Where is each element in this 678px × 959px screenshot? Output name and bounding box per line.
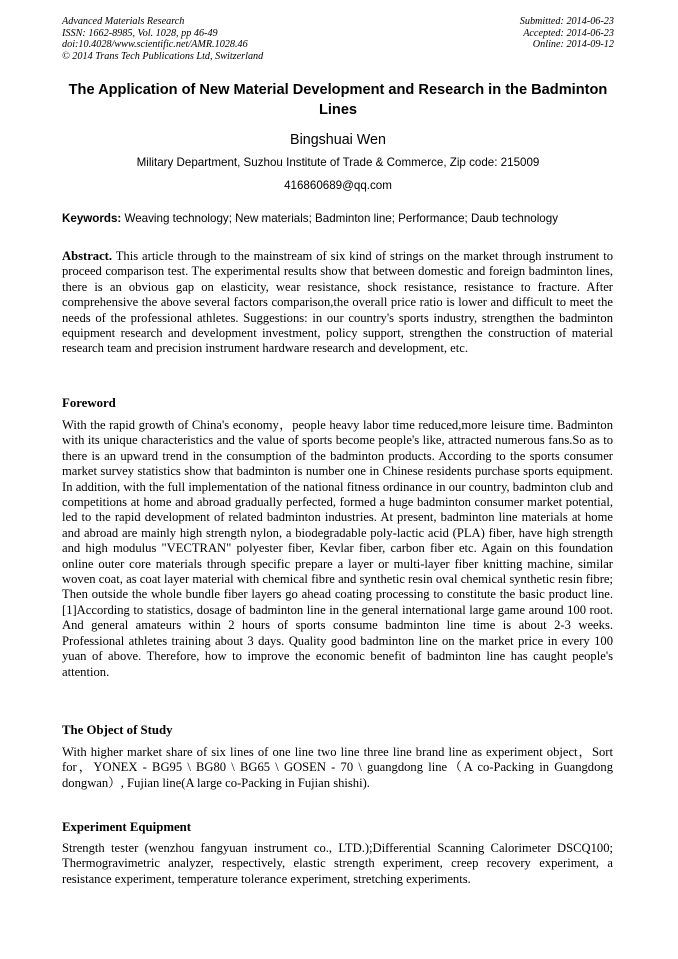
section-heading-foreword: Foreword — [62, 396, 116, 410]
journal-copyright: © 2014 Trans Tech Publications Ltd, Switzerland — [62, 50, 264, 62]
section-heading-object-of-study: The Object of Study — [62, 723, 173, 737]
section-text-object-of-study: With higher market share of six lines of one line two line three line brand line as experiment object，Sort for，YONEX - BG95 \ BG80 \ BG65 \ GOSEN - 70 \ guangdong line（A co-Packing in Guangdong dongwan）, Fujian line(A large co-Packing in Fujian shishi). — [62, 745, 613, 790]
submitted-date: Submitted: 2014-06-23 — [519, 16, 614, 27]
keywords-text: Weaving technology; New materials; Badminton line; Performance; Daub technology — [121, 212, 558, 225]
submission-dates — [520, 16, 614, 51]
section-text-foreword: With the rapid growth of China's economy，people heavy labor time reduced,more leisure time. Badminton with its unique characteristics and the value of sports become people's like, attracted numerous fans.So as to there is an upward trend in the consumption of the badminton products. According to the sports consumer market survey statistics show that badminton is number one in Chinese residents purchase sports equipment. In addition, with the full implementation of the national fitness ordinance in our country, badminton club and competitions at home and abroad gradually perfected, formed a huge badminton consumer market potential, led to the rapid development of related badminton industries. At present, badminton line materials at home and abroad are mainly high strength nylon, a biodegradable poly-lactic acid (PLA) fiber, have high strength and high modulus "VECTRAN" polyester fiber, Kevlar fiber, carbon fiber etc. Again on this foundation online outer core materials through specific prepare a layer or multi-layer fiber knitting machine, similar woven coat, as coat layer material with chemical fibre and synthetic resin oval chemical synthetic resin fibre; Then outside the whole bundle fiber layers go ahead coating processing to constitute the basic product line. [1]According to statistics, dosage of badminton line in the general international large game around 100 root. And general amateurs within 2 hours of sports consume badminton line time is about 2-3 weeks. Professional athletes training about 3 days. Quality good badminton line on the market price in every 100 yuan of above. Therefore, how to improve the economic benefit of badminton line has caught people's attention. — [62, 418, 613, 679]
author-name: Bingshuai Wen — [290, 132, 386, 148]
abstract-text: This article through to the mainstream of six kind of strings on the market through instrument to proceed comparison test. The experimental results show that between domestic and foreign badminton lines, there is an obvious gap on elasticity, wear resistance, shock resistance, resistance to fracture. After comprehensive the above several factors comparison,the overall price ratio is lower and difficult to meet the needs of the professional athletes. Suggestions: in our country's sports industry, strengthen the badminton equipment research and development investment, policy support, strengthen the construction of material research team and precision instrument hardware research and development, etc. — [62, 249, 613, 356]
journal-doi: doi:10.4028/www.scientific.net/AMR.1028.46 — [62, 39, 248, 51]
journal-issn: ISSN: 1662-8985, Vol. 1028, pp 46-49 — [62, 27, 218, 39]
journal-info — [62, 16, 263, 62]
keywords-label: Keywords: — [62, 212, 122, 225]
journal-name: Advanced Materials Research — [62, 16, 185, 27]
online-date: Online: 2014-09-12 — [532, 39, 614, 51]
abstract — [62, 249, 613, 357]
accepted-date: Accepted: 2014-06-23 — [523, 27, 614, 39]
paper-title: The Application of New Material Development and Research in the Badminton Lines — [68, 82, 608, 118]
section-text-experiment-equipment: Strength tester (wenzhou fangyuan instrument co., LTD.);Differential Scanning Calorimeter DSCQ100; Thermogravimetric analyzer, respectively, elastic strength experiment, creep recovery experiment, a resistance experiment, temperature tolerance experiment, stretching experiments. — [62, 841, 613, 886]
author-email: 416860689@qq.com — [284, 179, 392, 192]
keywords — [62, 211, 614, 226]
author-affiliation: Military Department, Suzhou Institute of Trade & Commerce, Zip code: 215009 — [136, 156, 540, 169]
section-heading-experiment-equipment: Experiment Equipment — [62, 820, 192, 834]
abstract-label: Abstract. — [62, 249, 113, 263]
